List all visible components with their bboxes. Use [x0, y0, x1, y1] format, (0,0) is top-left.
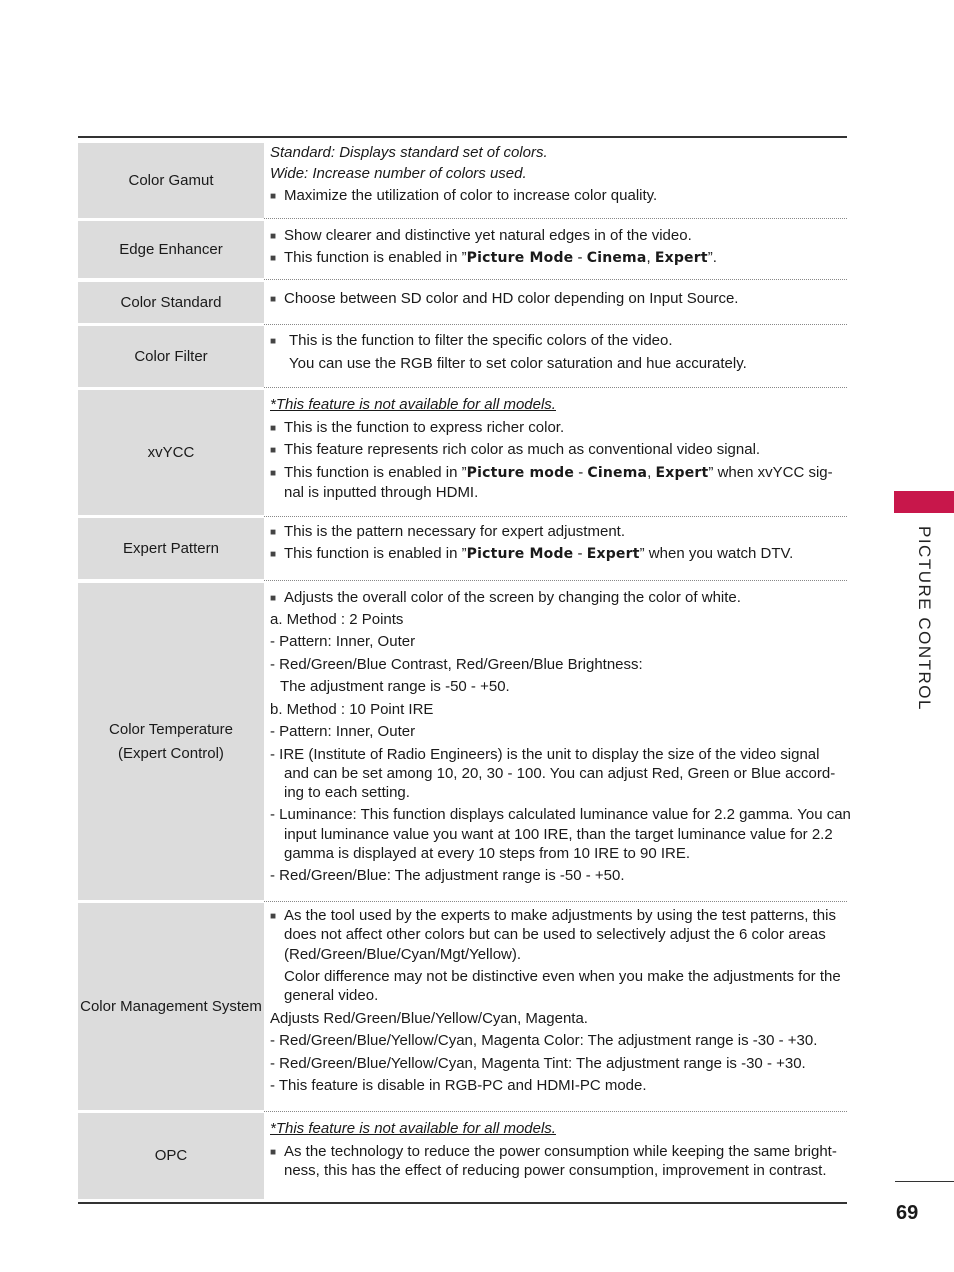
row-separator	[264, 218, 847, 219]
row-label-text: Color Temperature	[109, 720, 233, 738]
bullet-icon: ■	[270, 231, 277, 242]
row-label	[78, 326, 264, 387]
description-text: - Red/Green/Blue Contrast, Red/Green/Blue Brightness:	[270, 656, 643, 673]
description-line	[270, 632, 847, 652]
row-label-text: OPC	[154, 1147, 188, 1164]
bullet-icon: ■	[270, 445, 277, 456]
row-separator	[264, 279, 847, 280]
table-row	[78, 518, 847, 579]
page-number: 69	[896, 1202, 919, 1224]
description-line	[270, 440, 847, 460]
description-line	[270, 248, 847, 268]
row-label-text: Color Standard	[120, 293, 222, 311]
description-text: -	[574, 464, 588, 481]
row-separator	[264, 516, 847, 517]
description-line	[270, 289, 847, 309]
bullet-icon: ■	[270, 468, 277, 479]
description-line	[270, 544, 847, 564]
description-text: This is the pattern necessary for expert adjustment.	[284, 523, 625, 540]
row-label	[78, 390, 264, 515]
description-line	[270, 745, 847, 765]
bullet-icon: ■	[270, 294, 277, 305]
feature-table	[78, 136, 851, 1204]
table-row	[78, 583, 851, 900]
description-text: (Red/Green/Blue/Cyan/Mgt/Yellow).	[284, 946, 522, 963]
bullet-icon: ■	[270, 1147, 277, 1158]
description-line	[270, 764, 847, 784]
menu-path-term: Cinema	[586, 250, 647, 266]
description-text: b. Method : 10 Point IRE	[270, 701, 434, 718]
description-line	[270, 395, 847, 415]
description-text: This function is enabled in ”	[284, 464, 467, 481]
description-text: Adjusts the overall color of the screen by changing the color of white.	[284, 589, 741, 606]
description-text: You can use the RGB filter to set color saturation and hue accurately.	[289, 355, 747, 372]
side-section-label: PICTURE CONTROL	[915, 526, 934, 711]
description-line	[270, 677, 847, 697]
description-line	[270, 722, 847, 742]
description-text: -	[573, 249, 587, 266]
description-text: a. Method : 2 Points	[270, 611, 404, 628]
description-text: Color difference may not be distinctive even when you make the adjustments for the	[284, 968, 841, 985]
description-line	[270, 986, 847, 1006]
description-line	[270, 844, 847, 864]
description-text: gamma is displayed at every 10 steps from 10 IRE to 90 IRE.	[284, 845, 691, 862]
row-label-text: Edge Enhancer	[119, 240, 223, 258]
bullet-icon: ■	[270, 549, 277, 560]
description-text: ,	[647, 464, 656, 481]
row-description	[270, 221, 847, 278]
description-line	[270, 522, 847, 542]
description-line	[270, 1009, 847, 1029]
row-label	[78, 1113, 264, 1199]
description-text: ” when xvYCC sig-	[708, 464, 833, 481]
description-text: The adjustment range is -50 - +50.	[280, 678, 510, 695]
description-line	[270, 1031, 847, 1051]
description-text: - This feature is disable in RGB-PC and HDMI-PC mode.	[270, 1077, 647, 1094]
menu-path-term: Expert	[654, 250, 708, 266]
description-line	[270, 226, 847, 246]
row-label-text: Color Filter	[134, 347, 208, 365]
table-row	[78, 143, 847, 218]
description-line	[270, 331, 847, 351]
description-line	[270, 906, 847, 926]
description-text: Maximize the utilization of color to increase color quality.	[284, 187, 658, 204]
description-text: input luminance value you want at 100 IRE, than the target luminance value for 2.2	[284, 826, 833, 843]
description-line	[270, 418, 847, 438]
row-label	[78, 583, 264, 900]
description-line	[270, 805, 851, 825]
menu-path-term: Picture Mode	[466, 250, 574, 266]
bullet-icon: ■	[270, 527, 277, 538]
row-separator	[264, 1111, 847, 1112]
bullet-icon: ■	[270, 191, 277, 202]
description-line	[270, 1161, 847, 1181]
page-number-rule	[895, 1181, 954, 1182]
bullet-icon: ■	[270, 336, 277, 347]
description-text: general video.	[284, 987, 379, 1004]
description-text: *This feature is not available for all models.	[270, 396, 556, 413]
row-label	[78, 221, 264, 278]
description-text: - Pattern: Inner, Outer	[270, 633, 416, 650]
description-text: ,	[646, 249, 655, 266]
row-label-text: (Expert Control)	[118, 744, 224, 762]
row-separator	[264, 324, 847, 325]
description-text: Choose between SD color and HD color depending on Input Source.	[284, 290, 739, 307]
description-text: ”.	[707, 249, 717, 266]
description-text: This feature represents rich color as much as conventional video signal.	[284, 441, 761, 458]
description-line	[270, 967, 847, 987]
row-description	[270, 903, 847, 1110]
description-text: ” when you watch DTV.	[639, 545, 794, 562]
description-text: This function is enabled in ”	[284, 249, 467, 266]
description-text: - Luminance: This function displays calculated luminance value for 2.2 gamma. You can	[270, 806, 851, 823]
description-line	[270, 143, 847, 163]
row-label	[78, 903, 264, 1110]
row-description	[270, 518, 847, 579]
row-label-text: xvYCC	[147, 443, 195, 461]
description-line	[270, 945, 847, 965]
table-row	[78, 221, 847, 278]
row-separator	[264, 387, 847, 388]
description-line	[270, 463, 847, 483]
row-label	[78, 518, 264, 579]
description-text: As the tool used by the experts to make adjustments by using the test patterns, this	[284, 907, 836, 924]
description-text: As the technology to reduce the power consumption while keeping the same bright-	[284, 1143, 837, 1160]
description-line	[270, 610, 847, 630]
row-label	[78, 282, 264, 323]
description-text: - Red/Green/Blue: The adjustment range is -50 - +50.	[270, 867, 625, 884]
menu-path-term: Cinema	[587, 465, 648, 481]
description-text: ness, this has the effect of reducing power consumption, improvement in contrast.	[284, 1162, 827, 1179]
table-row	[78, 390, 847, 515]
description-line	[270, 866, 847, 886]
description-text: nal is inputted through HDMI.	[284, 484, 479, 501]
description-text: - Red/Green/Blue/Yellow/Cyan, Magenta Tint: The adjustment range is -30 - +30.	[270, 1055, 806, 1072]
description-line	[270, 1054, 847, 1074]
description-line	[270, 825, 847, 845]
description-line	[270, 588, 847, 608]
table-row	[78, 903, 847, 1110]
description-line	[270, 1119, 847, 1139]
bullet-icon: ■	[270, 911, 277, 922]
section-tab	[894, 491, 954, 513]
row-label-text: Expert Pattern	[123, 539, 219, 557]
description-line	[270, 164, 847, 184]
row-label	[78, 143, 264, 218]
row-description	[270, 583, 851, 900]
bullet-icon: ■	[270, 253, 277, 264]
description-text: - Pattern: Inner, Outer	[270, 723, 416, 740]
description-text: This is the function to express richer color.	[284, 419, 565, 436]
menu-path-term: Picture mode	[466, 465, 575, 481]
description-text: -	[573, 545, 587, 562]
description-line	[270, 925, 847, 945]
row-label-text: Color Gamut	[128, 171, 214, 189]
table-row	[78, 326, 847, 387]
row-description	[270, 326, 847, 387]
description-text: Wide: Increase number of colors used.	[270, 165, 527, 182]
description-text: This is the function to filter the specific colors of the video.	[289, 332, 673, 349]
table-row	[78, 1113, 847, 1199]
description-line	[270, 700, 847, 720]
bullet-icon: ■	[270, 423, 277, 434]
row-description	[270, 390, 847, 515]
description-text: *This feature is not available for all models.	[270, 1120, 556, 1137]
description-line	[270, 483, 847, 503]
description-text: Show clearer and distinctive yet natural edges in of the video.	[284, 227, 692, 244]
row-description	[270, 143, 847, 218]
row-label-text: Color Management System	[80, 997, 262, 1015]
description-line	[270, 186, 847, 206]
description-text: does not affect other colors but can be used to selectively adjust the 6 color areas	[284, 926, 826, 943]
row-description	[270, 282, 847, 323]
description-text: - IRE (Institute of Radio Engineers) is the unit to display the size of the video signal	[270, 746, 820, 763]
menu-path-term: Expert	[586, 546, 640, 562]
description-text: and can be set among 10, 20, 30 - 100. You can adjust Red, Green or Blue accord-	[284, 765, 836, 782]
row-separator	[264, 901, 847, 902]
description-text: - Red/Green/Blue/Yellow/Cyan, Magenta Color: The adjustment range is -30 - +30.	[270, 1032, 818, 1049]
menu-path-term: Expert	[655, 465, 709, 481]
description-line	[270, 1142, 847, 1162]
description-text: ing to each setting.	[284, 784, 410, 801]
description-line	[270, 655, 847, 675]
description-text: Standard: Displays standard set of colors.	[270, 144, 548, 161]
description-line	[270, 783, 847, 803]
bullet-icon: ■	[270, 593, 277, 604]
description-text: This function is enabled in ”	[284, 545, 467, 562]
row-separator	[264, 580, 847, 581]
table-row	[78, 282, 847, 323]
row-description	[270, 1113, 847, 1199]
description-text: Adjusts Red/Green/Blue/Yellow/Cyan, Magenta.	[270, 1010, 588, 1027]
menu-path-term: Picture Mode	[466, 546, 574, 562]
description-line	[270, 354, 847, 374]
description-line	[270, 1076, 847, 1096]
